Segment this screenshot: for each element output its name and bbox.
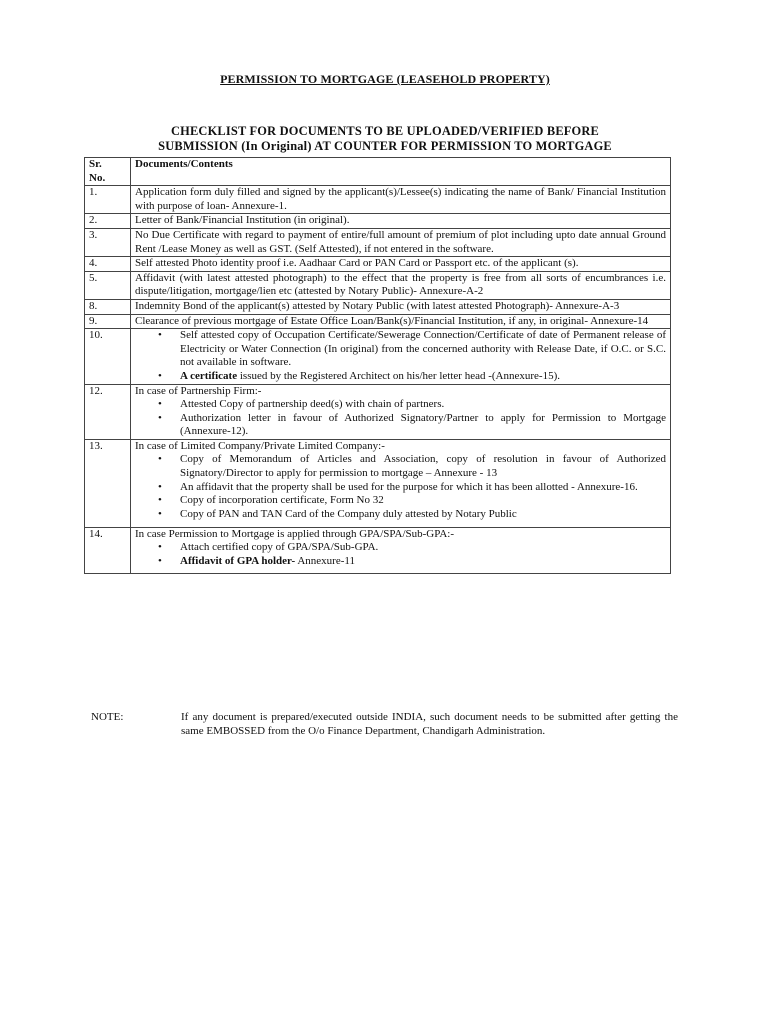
table-row xyxy=(85,186,671,214)
checklist-heading-line-2: SUBMISSION (In Original) AT COUNTER FOR PERMISSION TO MORTGAGE xyxy=(158,139,612,153)
checklist-heading-line-1: CHECKLIST FOR DOCUMENTS TO BE UPLOADED/VERIFIED BEFORE xyxy=(170,124,600,138)
documents-header: Documents/Contents xyxy=(131,158,671,186)
list-item: • Attested Copy of partnership deed(s) with chain of partners. xyxy=(180,398,666,412)
list-item: • Copy of PAN and TAN Card of the Company duly attested by Notary Public xyxy=(180,508,666,522)
serial-number: 13. xyxy=(85,439,131,527)
document-description: Affidavit (with latest attested photograph) to the effect that the property is free from all sorts of encumbrances i.e. dispute/litigation, mortgage/lien etc (attested by Notary Public)- Annexure-A-2 xyxy=(131,271,671,299)
list-item xyxy=(180,370,666,384)
table-row xyxy=(85,384,671,439)
bullet-list xyxy=(135,398,666,439)
bold-text: Affidavit of GPA holder- xyxy=(180,555,296,568)
document-description: No Due Certificate with regard to payment of entire/full amount of premium of plot including upto date annual Ground Rent /Lease Money as well as GST. (Self Attested), if not entered in the software. xyxy=(131,228,671,256)
documents-checklist-table xyxy=(84,157,671,574)
document-title: PERMISSION TO MORTGAGE (LEASEHOLD PROPERTY) xyxy=(220,72,550,86)
bullet-list xyxy=(135,541,666,568)
serial-number: 3. xyxy=(85,228,131,256)
document-description: Application form duly filled and signed by the applicant(s)/Lessee(s) indicating the name of Bank/ Financial Institution with purpose of loan- Annexure-1. xyxy=(131,186,671,214)
table-row xyxy=(85,257,671,272)
bullet-list xyxy=(135,329,666,383)
serial-number: 10. xyxy=(85,329,131,384)
serial-number: 8. xyxy=(85,299,131,314)
table-row xyxy=(85,329,671,384)
document-description xyxy=(131,329,671,384)
list-item xyxy=(180,555,666,569)
list-item: • Self attested copy of Occupation Certificate/Sewerage Connection/Certificate of date of Permanent release of Electricity or Water Connection (In original) from the concerned authority with Release Date, if O.C. or S.C. not available in software. xyxy=(180,329,666,370)
note-text: If any document is prepared/executed outside INDIA, such document needs to be submitted after getting the same EMBOSSED from the O/o Finance Department, Chandigarh Administration. xyxy=(181,711,678,737)
table-header-row xyxy=(85,158,671,186)
list-item: • Copy of incorporation certificate, Form No 32 xyxy=(180,494,666,508)
serial-number: 2. xyxy=(85,214,131,229)
list-item: • Attach certified copy of GPA/SPA/Sub-GPA. xyxy=(180,541,666,555)
document-description: Letter of Bank/Financial Institution (in original). xyxy=(131,214,671,229)
list-intro: In case of Limited Company/Private Limited Company:- xyxy=(135,439,385,452)
table-row xyxy=(85,314,671,329)
serial-number: 5. xyxy=(85,271,131,299)
item-text: Annexure-11 xyxy=(295,555,355,568)
table-row xyxy=(85,228,671,256)
serial-number: 4. xyxy=(85,257,131,272)
document-description xyxy=(131,439,671,527)
bullet-list xyxy=(135,453,666,521)
checklist-heading xyxy=(85,124,685,154)
serial-header-line-1: Sr. xyxy=(89,158,102,170)
serial-header-line-2: No. xyxy=(89,171,106,184)
list-intro: In case of Partnership Firm:- xyxy=(135,384,262,397)
table-row xyxy=(85,214,671,229)
document-description: Indemnity Bond of the applicant(s) attested by Notary Public (with latest attested Photograph)- Annexure-A-3 xyxy=(131,299,671,314)
table-row xyxy=(85,439,671,527)
serial-number: 12. xyxy=(85,384,131,439)
table-row xyxy=(85,527,671,573)
serial-number: 14. xyxy=(85,527,131,573)
serial-number-header xyxy=(85,158,131,186)
note-label: NOTE: xyxy=(91,711,124,723)
serial-number: 9. xyxy=(85,314,131,329)
bold-text: A certificate xyxy=(180,369,238,382)
list-intro: In case Permission to Mortgage is applied through GPA/SPA/Sub-GPA:- xyxy=(135,527,455,540)
list-item: • An affidavit that the property shall be used for the purpose for which it has been allotted - Annexure-16. xyxy=(180,481,666,495)
table-row xyxy=(85,299,671,314)
table-row xyxy=(85,271,671,299)
document-description xyxy=(131,384,671,439)
document-description: Self attested Photo identity proof i.e. Aadhaar Card or PAN Card or Passport etc. of the applicant (s). xyxy=(131,257,671,272)
document-description xyxy=(131,527,671,573)
item-text: issued by the Registered Architect on his/her letter head -(Annexure-15). xyxy=(237,369,560,382)
list-item: • Copy of Memorandum of Articles and Association, copy of resolution in favour of Authorized Signatory/Director to apply for permission to mortgage – Annexure - 13 xyxy=(180,453,666,480)
serial-number: 1. xyxy=(85,186,131,214)
list-item: • Authorization letter in favour of Authorized Signatory/Partner to apply for Permission to Mortgage (Annexure-12). xyxy=(180,412,666,439)
document-description: Clearance of previous mortgage of Estate Office Loan/Bank(s)/Financial Institution, if any, in original- Annexure-14 xyxy=(131,314,671,329)
